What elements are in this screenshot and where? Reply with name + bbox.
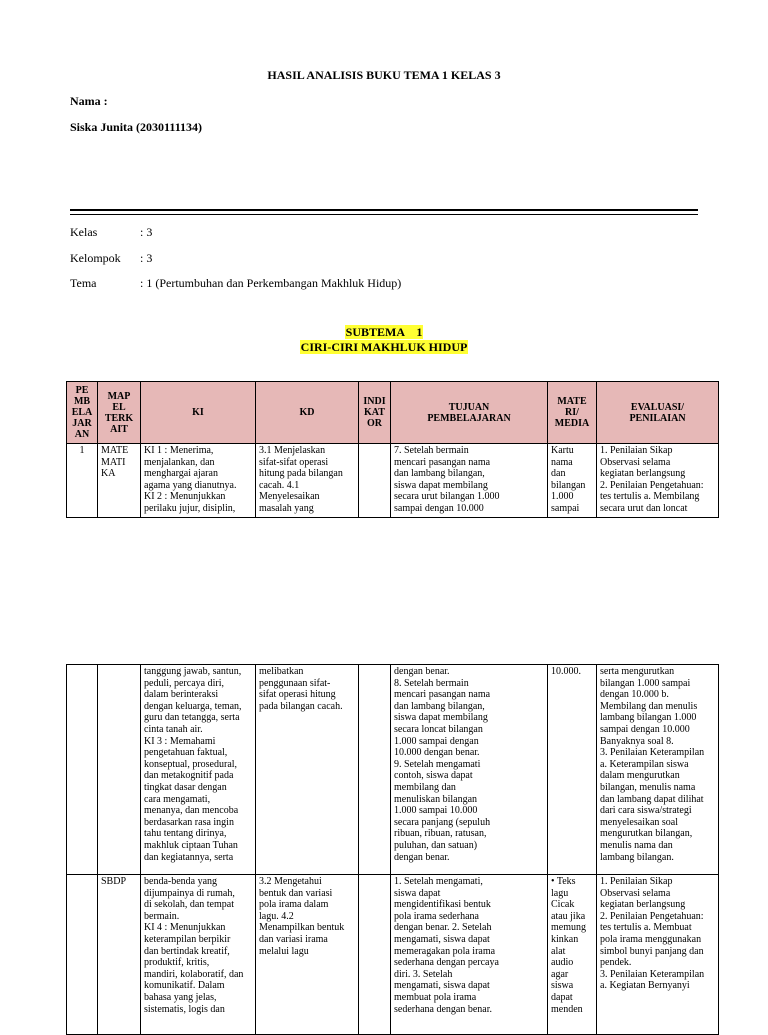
cell-ki: tanggung jawab, santun, peduli, percaya diri, dalam berinteraksi dengan keluarga, teman, guru dan tetangga, serta cinta tanah air. KI 3 : Memahami pengetahuan faktual, konseptual, prosedural, dan metakognitif pada tingkat dasar dengan cara mengamati, menanya, dan mencoba berdasarkan rasa ingin tahu tentang dirinya, makhluk ciptaan Tuhan dan kegiatannya, serta: [141, 665, 256, 875]
header-ki: KI: [141, 382, 256, 444]
header-tujuan: TUJUAN PEMBELAJARAN: [391, 382, 548, 444]
cell-evaluasi: 1. Penilaian Sikap Observasi selama kegiatan berlangsung 2. Penilaian Pengetahuan: tes tertulis a. Membuat pola irama menggunakan simbol bunyi panjang dan pendek. 3. Penilaian Keterampilan a. Kegiatan Bernyanyi: [597, 875, 719, 1035]
header-materi: MATE RI/ MEDIA: [548, 382, 597, 444]
kelas-label: Kelas: [70, 225, 98, 239]
kelas-value: : 3: [140, 225, 153, 239]
cell-ki: benda-benda yang dijumpainya di rumah, di sekolah, dan tempat bermain. KI 4 : Menunjukkan keterampilan berpikir dan bertindak kreatif, produktif, kritis, mandiri, kolaboratif, dan komunikatif. Dalam bahasa yang jelas, sistematis, logis dan: [141, 875, 256, 1035]
header-mapel: MAP EL TERK AIT: [98, 382, 141, 444]
cell-mapel: SBDP: [98, 875, 141, 1035]
cell-tujuan: dengan benar. 8. Setelah bermain mencari pasangan nama dan lambang bilangan, siswa dapat membilang secara loncat bilangan 1.000 sampai dengan 10.000 dengan benar. 9. Setelah mengamati contoh, siswa dapat membilang dan menuliskan bilangan 1.000 sampai 10.000 secara panjang (sepuluh ribuan, ribuan, ratusan, puluhan, dan satuan) dengan benar.: [391, 665, 548, 875]
double-rule-bottom: [70, 214, 698, 215]
cell-indikator: [359, 444, 391, 518]
header-pembelajaran: PE MB ELA JAR AN: [67, 382, 98, 444]
cell-materi: 10.000.: [548, 665, 597, 875]
cell-no: [67, 665, 98, 875]
kelompok-label: Kelompok: [70, 251, 121, 265]
cell-kd: 3.1 Menjelaskan sifat-sifat operasi hitung pada bilangan cacah. 4.1 Menyelesaikan masalah yang: [256, 444, 359, 518]
cell-no: 1: [67, 444, 98, 518]
cell-mapel: [98, 665, 141, 875]
document-title: HASIL ANALISIS BUKU TEMA 1 KELAS 3: [267, 68, 501, 82]
tema-value: : 1 (Pertumbuhan dan Perkembangan Makhluk Hidup): [140, 276, 402, 290]
double-rule-top: [70, 209, 698, 211]
cell-tujuan: 1. Setelah mengamati, siswa dapat mengidentifikasi bentuk pola irama sederhana dengan benar. 2. Setelah mengamati, siswa dapat memeragakan pola irama sederhana dengan percaya diri. 3. Setelah mengamati, siswa dapat membuat pola irama sederhana dengan benar.: [391, 875, 548, 1035]
table-header-row: [67, 382, 719, 444]
header-evaluasi: EVALUASI/ PENILAIAN: [597, 382, 719, 444]
analysis-table-page-1: [66, 381, 719, 518]
nama-label: Nama :: [70, 94, 108, 108]
table-row: [67, 875, 719, 1035]
header-indikator: INDI KAT OR: [359, 382, 391, 444]
cell-kd: 3.2 Mengetahui bentuk dan variasi pola irama dalam lagu. 4.2 Menampilkan bentuk dan variasi irama melalui lagu: [256, 875, 359, 1035]
cell-mapel: MATE MATI KA: [98, 444, 141, 518]
kelompok-value: : 3: [140, 251, 153, 265]
cell-tujuan: 7. Setelah bermain mencari pasangan nama dan lambang bilangan, siswa dapat membilang secara urut bilangan 1.000 sampai dengan 10.000: [391, 444, 548, 518]
table-row: [67, 665, 719, 875]
cell-indikator: [359, 875, 391, 1035]
cell-kd: melibatkan penggunaan sifat- sifat operasi hitung pada bilangan cacah.: [256, 665, 359, 875]
cell-no: [67, 875, 98, 1035]
tema-label: Tema: [70, 276, 97, 290]
cell-indikator: [359, 665, 391, 875]
cell-evaluasi: serta mengurutkan bilangan 1.000 sampai dengan 10.000 b. Membilang dan menulis lambang bilangan 1.000 sampai dengan 10.000 Banyaknya soal 8. 3. Penilaian Keterampilan a. Keterampilan siswa dalam mengurutkan bilangan, menulis nama dan lambang dapat dilihat dari cara siswa/strategi menyelesaikan soal mengurutkan bilangan, menulis nama dan lambang bilangan.: [597, 665, 719, 875]
analysis-table-page-2: [66, 664, 719, 1035]
cell-materi: • Teks lagu Cicak atau jika memung kinkan alat audio agar siswa dapat menden: [548, 875, 597, 1035]
cell-ki: KI 1 : Menerima, menjalankan, dan menghargai ajaran agama yang dianutnya. KI 2 : Menunjukkan perilaku jujur, disiplin,: [141, 444, 256, 518]
author-name: Siska Junita (2030111134): [70, 120, 203, 134]
subtema-number: SUBTEMA 1: [345, 325, 423, 339]
header-kd: KD: [256, 382, 359, 444]
table-row: [67, 444, 719, 518]
cell-materi: Kartu nama dan bilangan 1.000 sampai: [548, 444, 597, 518]
cell-evaluasi: 1. Penilaian Sikap Observasi selama kegiatan berlangsung 2. Penilaian Pengetahuan: tes tertulis a. Membilang secara urut dan loncat: [597, 444, 719, 518]
subtema-title: CIRI-CIRI MAKHLUK HIDUP: [300, 340, 468, 354]
